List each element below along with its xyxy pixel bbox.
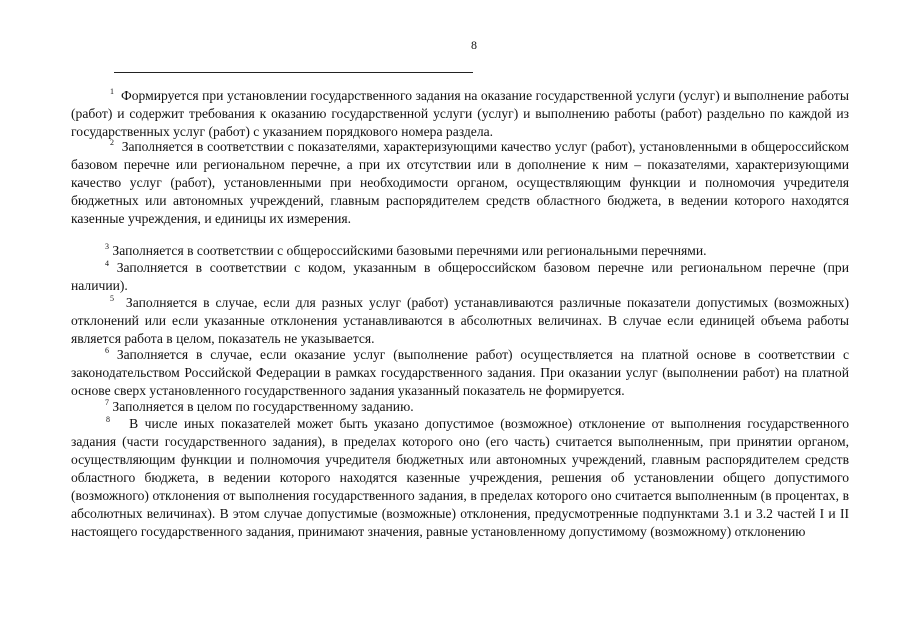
footnote-mark: 7 [105,398,109,407]
footnote-mark: 2 [110,138,114,147]
footnote-mark: 8 [106,415,110,424]
footnote-mark: 4 [105,259,109,268]
footnote-text: Заполняется в целом по государственному заданию. [112,399,414,414]
footnote-3 [71,242,849,260]
footnote-1 [71,87,849,141]
footnote-mark: 1 [110,87,114,96]
footnote-7 [71,398,849,416]
footnote-2 [71,138,849,228]
footnote-6 [71,346,849,400]
footnote-separator-line [114,72,473,73]
footnote-text: В числе иных показателей может быть указано допустимое (возможное) отклонение от выполнения государственного задания (части государственного задания), в пределах которого оно (его часть) считается выполненным, при принятии органом, осуществляющим функции и полномочия учредителя бюджетных или автономных учреждений, главным распорядителем средств областного бюджета, в ведении которого находятся казенные учреждения, решения об установлении общего допустимого (возможного) отклонения от выполнения государственного задания, в пределах которого оно считается выполненным (в процентах, в абсолютных величинах). В этом случае допустимые (возможные) отклонения, предусмотренные подпунктами 3.1 и 3.2 частей I и II настоящего государственного задания, принимают значения, равные установленному допустимому (возможному) отклонению [71,416,849,539]
footnote-text: Заполняется в соответствии с показателями, характеризующими качество услуг (работ), установленными в общероссийском базовом перечне или региональном перечне, а при их отсутствии или в дополнение к ним – показателями, характеризующими качество услуг (работ), установленными при необходимости органом, осуществляющим функции и полномочия учредителя бюджетных или автономных учреждений, главным распорядителем средств областного бюджета, в ведении которого находятся казенные учреждения, и единицы их измерения. [71,139,849,226]
footnote-text: Заполняется в случае, если для разных услуг (работ) устанавливаются различные показатели допустимых (возможных) отклонений или если указанные отклонения устанавливаются в абсолютных величинах. В случае если единицей объема работы является работа в целом, показатель не указывается. [71,295,850,346]
footnote-mark: 3 [105,242,109,251]
footnote-8 [71,415,849,541]
page-number: 8 [471,38,477,52]
footnote-text: Заполняется в соответствии с кодом, указанным в общероссийском базовом перечне или региональном перечне (при наличии). [71,260,849,293]
footnote-text: Формируется при установлении государственного задания на оказание государственной услуги (услуг) и выполнение работы (работ) и содержит требования к оказанию государственной услуги (услуг) и выполнению работы (работ) раздельно по каждой из государственных услуг (работ) с указанием порядкового номера раздела. [71,88,849,139]
footnote-text: Заполняется в соответствии с общероссийскими базовыми перечнями или региональными перечнями. [112,243,707,258]
footnote-4 [71,259,849,295]
footnote-text: Заполняется в случае, если оказание услуг (выполнение работ) осуществляется на платной основе в соответствии с законодательством Российской Федерации в рамках государственного задания. При оказании услуг (выполнении работ) на платной основе сверх установленного государственного задания указанный показатель не формируется. [71,347,849,398]
footnote-5 [71,294,849,348]
footnote-mark: 6 [105,346,109,355]
footnote-mark: 5 [110,294,114,303]
